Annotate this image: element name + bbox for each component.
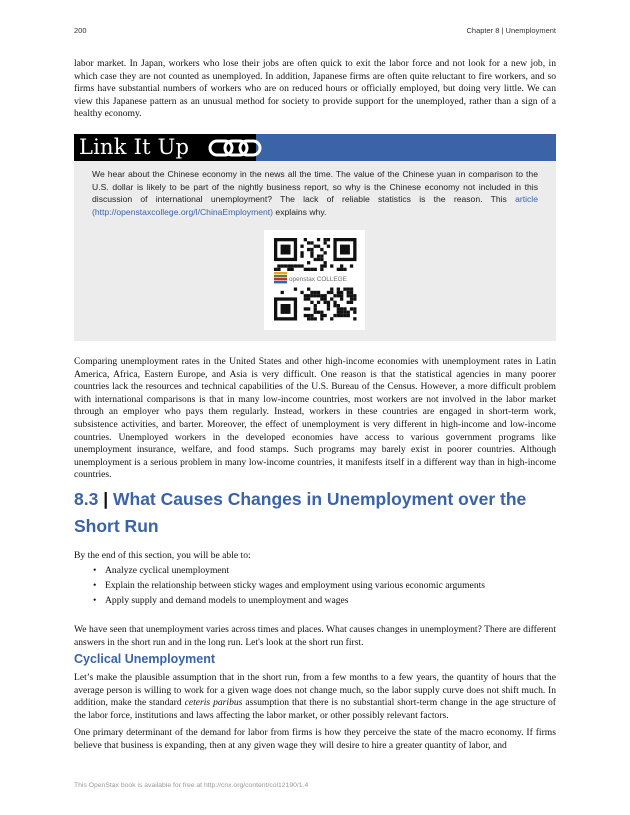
paragraph-international-comparison: Comparing unemployment rates in the United States and other high-income economies with unemployment rates in Latin America, Africa, Eastern Europe, and Asia is very difficult. One reason is that the statistical agencies in many poorer countries lack the resources and technical capabilities of the U.S. Bureau of the Census. However, a more difficult problem with international comparisons is that in many low-income countries, most workers are not involved in the labor market through an employer who pays them regularly. Instead, workers in these countries are engaged in short-term work, subsistence activities, and barter. Moreover, the effect of unemployment is very different in high-income and low-income countries. Unemployed workers in the developed economies have access to various government programs like unemployment insurance, welfare, and food stamps. Such programs may barely exist in poorer countries. Although unemployment is a serious problem in many low-income countries, it manifests itself in a different way than in high-income countries. <box>74 356 556 481</box>
link-it-up-box <box>74 134 556 341</box>
link-it-up-text <box>92 168 538 218</box>
chapter-header: Chapter 8 | Unemployment <box>466 26 556 35</box>
paragraph-japan: labor market. In Japan, workers who lose their jobs are often quick to exit the labor force and not look for a new job, in which case they are not counted as unemployed. In addition, Japanese firms are often quite reluctant to fire workers, and so firms have substantial numbers of workers who are on reduced hours or officially employed, but doing very little. We can view this Japanese pattern as an unusual method for society to provide support for the unemployed, rather than a sign of a healthy economy. <box>74 58 556 120</box>
learning-objectives-list <box>93 563 485 608</box>
section-separator: | <box>103 489 109 509</box>
objective-item: • Explain the relationship between sticky wages and employment using various economic arguments <box>93 578 485 593</box>
ceteris-paribus-term: ceteris paribus <box>184 697 243 709</box>
qr-code-graphic <box>264 230 365 330</box>
chain-link-icon <box>208 136 262 160</box>
paragraph-text: Let’s make the plausible assumption that in the short run, from a few months to a few years, the quantity of hours that the average person is willing to work for a given wage does not change much, so the labor supply curve does not shift much. In addition, make the standard <box>74 672 556 709</box>
subheading-cyclical-unemployment: Cyclical Unemployment <box>74 652 216 666</box>
link-it-up-title: Link It Up <box>79 135 190 159</box>
china-employment-article-link[interactable]: article (http://openstaxcollege.org/l/ChinaEmployment) <box>92 194 538 217</box>
qr-code[interactable] <box>264 230 365 330</box>
page-number: 200 <box>74 26 87 35</box>
qr-caption: openstax COLLEGE <box>289 276 347 283</box>
paragraph-short-run-intro: We have seen that unemployment varies across times and places. What causes changes in unemployment? There are different answers in the short run and in the long run. Let's look at the short run first. <box>74 624 556 648</box>
objective-item: • Analyze cyclical unemployment <box>93 563 485 578</box>
learning-objectives-intro: By the end of this section, you will be able to: <box>74 550 251 561</box>
page-footer: This OpenStax book is available for free at http://cnx.org/content/col12190/1.4 <box>74 782 309 789</box>
paragraph-labor-supply-assumption <box>74 672 556 722</box>
section-title-text: What Causes Changes in Unemployment over the Short Run <box>74 489 527 536</box>
objective-item: • Apply supply and demand models to unemployment and wages <box>93 593 485 608</box>
section-number: 8.3 <box>74 489 99 509</box>
link-it-up-text-tail: explains why. <box>273 206 327 217</box>
paragraph-labor-demand: One primary determinant of the demand for labor from firms is how they perceive the state of the macro economy. If firms believe that business is expanding, then at any given wage they will desire to hire a greater quantity of labor, and <box>74 727 556 751</box>
paragraph-text: assumption that there is no substantial short-term change in the age structure of the labor force, institutions and laws affecting the labor market, or other possibly relevant factors. <box>74 697 556 721</box>
link-it-up-text-lead: We hear about the Chinese economy in the news all the time. The value of the Chinese yuan in comparison to the U.S. dollar is likely to be part of the nightly business report, so why is the Chinese economy not included in this discussion of international unemployment? The lack of reliable statistics is the reason. This <box>92 169 538 205</box>
section-title <box>74 486 556 540</box>
